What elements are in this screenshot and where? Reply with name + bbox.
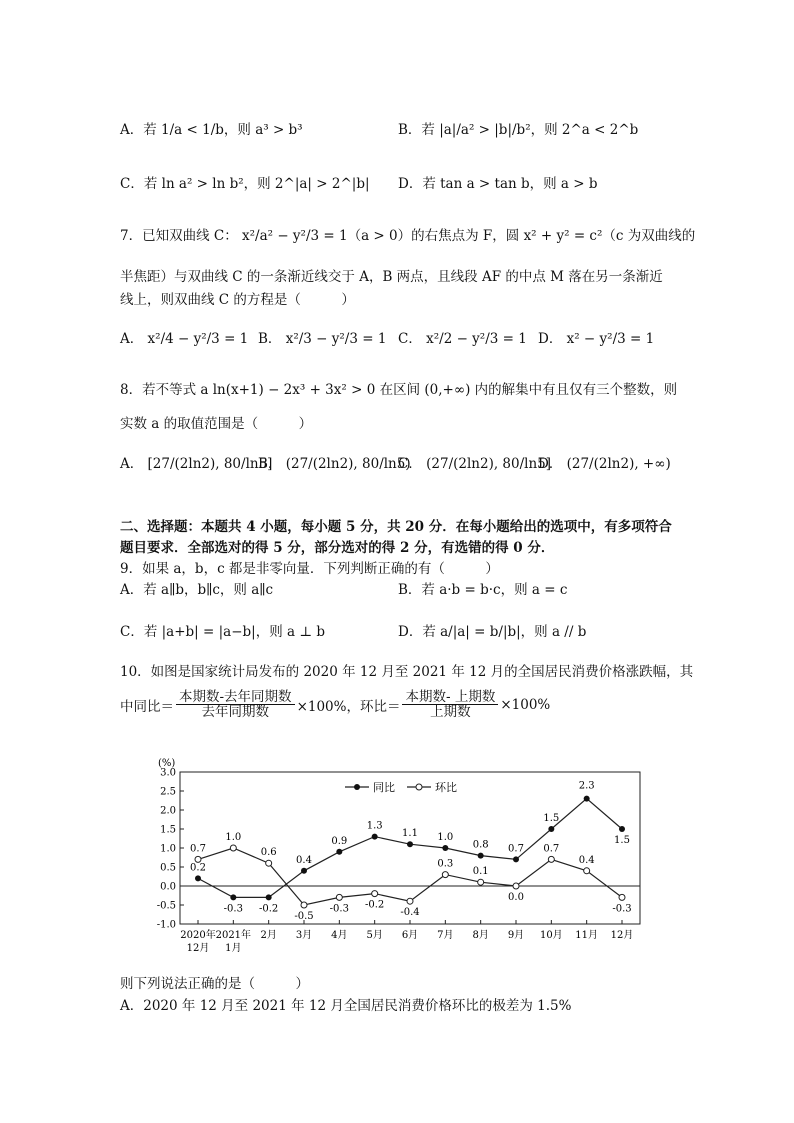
q6-option-b: B．若 |a|/a² > |b|/b²，则 2^a < 2^b [398,122,639,138]
mom-data-label: -0.2 [365,899,385,911]
y-tick-label: 0.0 [160,881,176,893]
mom-point [513,883,519,889]
mom-data-label: -0.3 [612,903,632,915]
yoy-point [336,849,342,855]
x-tick-label: 12月 [610,930,634,941]
yoy-data-label: 0.7 [508,843,524,855]
q9-option-a: A．若 a∥b，b∥c，则 a∥c [120,582,274,598]
mom-data-label: 0.4 [578,854,595,866]
mom-point [266,860,272,866]
mom-data-label: -0.5 [294,911,314,922]
x-tick-label: 9月 [507,930,525,941]
yoy-data-label: 1.5 [614,835,630,846]
y-tick-label: 2.0 [160,805,176,817]
q8-option-d: D． (27/(2ln2), +∞) [538,456,671,472]
mom-point [619,894,625,900]
mom-point [478,879,484,885]
y-tick-label: 3.0 [160,767,176,779]
q7-option-b: B． x²/3 − y²/3 = 1 [258,331,387,347]
yoy-point [266,894,272,900]
q7-option-d: D． x² − y²/3 = 1 [538,331,655,347]
q10-mom-denominator: 上期数 [430,704,471,721]
section2-heading-line1: 二、选择题：本题共 4 小题，每小题 5 分，共 20 分．在每小题给出的选项中，有多项符合 [120,519,672,535]
x-tick-label: 7月 [437,930,454,941]
yoy-data-label: 2.3 [578,780,595,792]
x-tick-label: 11月 [575,930,599,941]
legend-yoy-marker [354,784,360,790]
q9-stem: 9．如果 a，b，c 都是非零向量．下列判断正确的有（ ） [120,561,499,577]
y-axis-unit-label: (%) [158,758,176,769]
mom-data-label: 0.7 [190,843,206,855]
mom-data-label: 0.1 [472,866,489,878]
section2-heading-line2: 题目要求．全部选对的得 5 分，部分选对的得 2 分，有选错的得 0 分． [120,540,555,556]
yoy-point [442,845,448,851]
mom-point [442,872,448,878]
q7-option-c: C． x²/2 − y²/3 = 1 [398,331,527,347]
q10-stem-line1: 10．如图是国家统计局发布的 2020 年 12 月至 2021 年 12 月的全国居民消费价格涨跌幅，其 [120,664,694,680]
q10-yoy-numerator: 本期数-去年同期数 [176,690,295,705]
yoy-point [584,796,590,802]
mom-point [195,856,201,862]
q10-yoy-fraction [176,690,295,719]
y-tick-label: 1.0 [160,843,176,855]
mom-point [584,868,590,874]
mom-data-label: -0.3 [329,903,349,915]
yoy-point [195,875,201,881]
q6-option-a: A．若 1/a < 1/b，则 a³ > b³ [120,122,303,138]
q7-stem-line3: 线上，则双曲线 C 的方程是（ ） [120,292,355,308]
q10-mom-numerator: 本期数- 上期数 [402,690,498,705]
mom-point [301,902,307,908]
yoy-point [372,834,378,840]
legend-mom-label: 环比 [435,781,457,794]
mom-point [548,856,554,862]
yoy-point [513,856,519,862]
q8-stem-line2: 实数 a 的取值范围是（ ） [120,416,313,432]
q10-yoy-label: 中同比＝ [120,698,174,715]
yoy-data-label: 1.3 [366,820,383,832]
yoy-point [548,826,554,832]
yoy-data-label: 1.5 [543,813,560,824]
mom-data-label: 0.0 [508,892,524,903]
x-tick-label: 2021年 [215,930,252,941]
yoy-data-label: 1.1 [402,828,418,840]
mom-data-label: -0.4 [400,907,420,919]
x-tick-label: 8月 [472,930,489,941]
yoy-point [619,826,625,832]
y-tick-label: -1.0 [156,919,176,931]
y-tick-label: 0.5 [160,862,176,874]
yoy-data-label: -0.3 [223,903,243,915]
q8-option-c: C． (27/(2ln2), 80/ln5] [398,456,552,472]
x-tick-label: 2020年 [180,930,216,941]
mom-point [407,898,413,904]
cpi-line-chart [140,752,660,962]
q7-stem-line2: 半焦距）与双曲线 C 的一条渐近线交于 A，B 两点，且线段 AF 的中点 M 落在另一条渐近 [120,269,663,285]
mom-point [230,845,236,851]
mom-data-label: 0.7 [543,843,560,855]
x-tick-label: 4月 [331,930,348,941]
y-tick-label: 1.5 [160,824,176,836]
x-tick-label: 5月 [366,930,383,941]
q10-mom-fraction [402,690,498,719]
q8-option-b: B． (27/(2ln2), 80/ln5) [258,456,411,472]
yoy-data-label: 0.4 [296,854,312,866]
y-tick-label: -0.5 [156,900,176,912]
q10-times-100: ×100% [500,696,551,713]
y-tick-label: 2.5 [160,786,176,798]
yoy-point [407,841,413,847]
q7-option-a: A． x²/4 − y²/3 = 1 [120,331,249,347]
q8-option-a: A． [27/(2ln2), 80/ln5] [120,456,273,472]
q7-stem-line1: 7．已知双曲线 C： x²/a² − y²/3 = 1（a > 0）的右焦点为 F，圆 x² + y² = c²（c 为双曲线的 [120,228,696,244]
q9-option-c: C．若 |a+b| = |a−b|，则 a ⊥ b [120,624,325,640]
yoy-data-label: -0.2 [259,903,279,915]
q10-question-prompt: 则下列说法正确的是（ ） [120,976,309,992]
mom-data-label: 0.6 [260,847,277,859]
q10-formula-line [120,690,550,719]
yoy-data-label: 0.2 [190,862,206,874]
x-tick-label: 10月 [539,930,563,941]
legend-yoy-label: 同比 [373,781,395,794]
yoy-data-label: 0.9 [331,835,348,847]
q10-yoy-denominator: 去年同期数 [201,704,270,721]
x-tick-label-sub: 12月 [186,943,210,954]
mom-point [336,894,342,900]
q8-stem-line1: 8．若不等式 a ln(x+1) − 2x³ + 3x² > 0 在区间 (0,+∞) 内的解集中有且仅有三个整数，则 [120,382,678,398]
yoy-point [301,868,307,874]
x-tick-label-sub: 1月 [225,943,242,954]
yoy-data-label: 1.0 [437,832,454,843]
yoy-point [230,894,236,900]
mom-point [372,891,378,897]
x-tick-label: 3月 [295,930,313,941]
q9-option-d: D．若 a/|a| = b/|b|，则 a // b [398,624,587,640]
yoy-point [478,853,484,859]
x-tick-label: 6月 [401,930,419,941]
mom-data-label: 0.3 [437,858,454,870]
q6-option-d: D．若 tan a > tan b，则 a > b [398,176,598,192]
q6-option-c: C．若 ln a² > ln b²，则 2^|a| > 2^|b| [120,176,370,192]
q10-option-a: A．2020 年 12 月至 2021 年 12 月全国居民消费价格环比的极差为 1.5% [120,998,572,1014]
q10-mom-label: ×100%，环比＝ [296,698,401,715]
yoy-data-label: 0.8 [472,839,489,851]
legend-mom-marker [416,784,422,790]
mom-data-label: 1.0 [225,832,242,843]
q9-option-b: B．若 a·b = b·c，则 a = c [398,582,568,598]
x-tick-label: 2月 [260,930,277,941]
